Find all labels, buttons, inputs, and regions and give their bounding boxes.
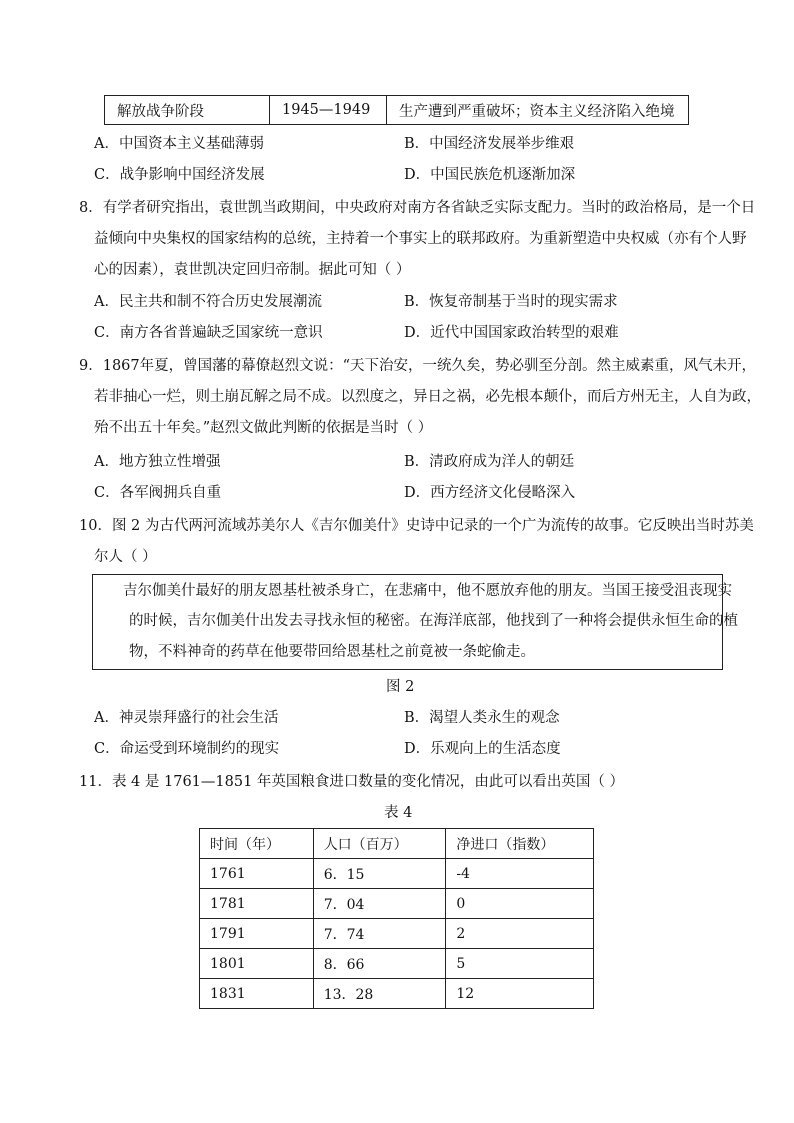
table-header-row bbox=[200, 829, 594, 859]
q7-option-a: A．中国资本主义基础薄弱 bbox=[94, 136, 264, 152]
table-row bbox=[200, 859, 594, 889]
q9-option-a: A．地方独立性增强 bbox=[94, 454, 221, 470]
cell-year: 1781 bbox=[200, 889, 314, 919]
q9-stem-line-3: 殆不出五十年矣。”赵烈文做此判断的依据是当时（ ） bbox=[94, 420, 433, 436]
header-population: 人口（百万） bbox=[313, 829, 446, 859]
q8-option-a: A．民主共和制不符合历史发展潮流 bbox=[94, 294, 322, 310]
q10-option-c: C．命运受到环境制约的现实 bbox=[94, 741, 280, 757]
q8-option-d: D．近代中国国家政治转型的艰难 bbox=[404, 325, 619, 341]
q10-stem-line-2: 尔人（ ） bbox=[94, 549, 157, 565]
cell-population: 13．28 bbox=[313, 979, 446, 1009]
q8-stem-line-2: 益倾向中央集权的国家结构的总统，主持着一个事实上的联邦政府。为重新塑造中央权威（亦有个人野 bbox=[94, 231, 747, 247]
q10-option-b: B．渴望人类永生的观念 bbox=[404, 710, 560, 726]
q8-option-c: C．南方各省普遍缺乏国家统一意识 bbox=[94, 325, 323, 341]
cell-year: 1801 bbox=[200, 949, 314, 979]
header-year: 时间（年） bbox=[200, 829, 314, 859]
story-line-2: 的时候，吉尔伽美什出发去寻找永恒的秘密。在海洋底部，他找到了一种将会提供永恒生命的植 bbox=[129, 613, 738, 629]
table-row bbox=[200, 949, 594, 979]
cell-year: 1831 bbox=[200, 979, 314, 1009]
table-row bbox=[200, 979, 594, 1009]
story-line-3: 物，不料神奇的药草在他要带回给恩基杜之前竟被一条蛇偷走。 bbox=[129, 644, 535, 660]
years-cell: 1945—1949 bbox=[270, 96, 387, 124]
cell-population: 6．15 bbox=[313, 859, 446, 889]
stage-table-row bbox=[104, 95, 689, 125]
q8-stem-line-3: 心的因素），袁世凯决定回归帝制。据此可知（ ） bbox=[94, 262, 411, 278]
q7-option-c: C．战争影响中国经济发展 bbox=[94, 167, 265, 183]
cell-net-import: -4 bbox=[446, 859, 594, 889]
cell-net-import: 5 bbox=[446, 949, 594, 979]
cell-net-import: 0 bbox=[446, 889, 594, 919]
q9-option-c: C．各军阀拥兵自重 bbox=[94, 485, 222, 501]
figure-2-caption: 图 2 bbox=[386, 679, 415, 695]
q11-stem: 11．表 4 是 1761—1851 年英国粮食进口数量的变化情况，由此可以看出英国（ ） bbox=[79, 774, 625, 790]
q9-option-b: B．清政府成为洋人的朝廷 bbox=[404, 454, 575, 470]
q10-stem-line-1: 10．图 2 为古代两河流域苏美尔人《吉尔伽美什》史诗中记录的一个广为流传的故事。它反映出当时苏美 bbox=[79, 518, 754, 534]
cell-year: 1761 bbox=[200, 859, 314, 889]
q8-option-b: B．恢复帝制基于当时的现实需求 bbox=[404, 294, 618, 310]
cell-population: 7．74 bbox=[313, 919, 446, 949]
q10-option-a: A．神灵崇拜盛行的社会生活 bbox=[94, 710, 279, 726]
header-net-import: 净进口（指数） bbox=[446, 829, 594, 859]
gilgamesh-story-box bbox=[92, 574, 738, 670]
cell-net-import: 2 bbox=[446, 919, 594, 949]
description-cell: 生产遭到严重破坏；资本主义经济陷入绝境 bbox=[399, 103, 675, 120]
q9-stem-line-1: 9．1867年夏，曾国藩的幕僚赵烈文说：“天下治安，一统久矣，势必驯至分剖。然主威素重，风气未开， bbox=[79, 358, 757, 374]
cell-year: 1791 bbox=[200, 919, 314, 949]
grain-import-table bbox=[199, 828, 594, 1009]
q9-option-d: D．西方经济文化侵略深入 bbox=[404, 485, 576, 501]
q7-option-d: D．中国民族危机逐渐加深 bbox=[404, 167, 576, 183]
table-row bbox=[200, 889, 594, 919]
table-row bbox=[200, 919, 594, 949]
q8-stem-line-1: 8．有学者研究指出，袁世凯当政期间，中央政府对南方各省缺乏实际支配力。当时的政治格局，是一个日 bbox=[79, 200, 756, 216]
table-4-title: 表 4 bbox=[384, 805, 413, 821]
cell-population: 7．04 bbox=[313, 889, 446, 919]
q10-option-d: D．乐观向上的生活态度 bbox=[404, 741, 561, 757]
cell-population: 8．66 bbox=[313, 949, 446, 979]
q7-option-b: B．中国经济发展举步维艰 bbox=[404, 136, 575, 152]
q9-stem-line-2: 若非抽心一烂，则土崩瓦解之局不成。以烈度之，异日之祸，必先根本颠仆，而后方州无主，人自为政， bbox=[94, 389, 761, 405]
cell-net-import: 12 bbox=[446, 979, 594, 1009]
story-line-1: 吉尔伽美什最好的朋友恩基杜被杀身亡，在悲痛中，他不愿放弃他的朋友。当国王接受沮丧现实 bbox=[123, 583, 732, 599]
stage-cell: 解放战争阶段 bbox=[105, 96, 270, 124]
